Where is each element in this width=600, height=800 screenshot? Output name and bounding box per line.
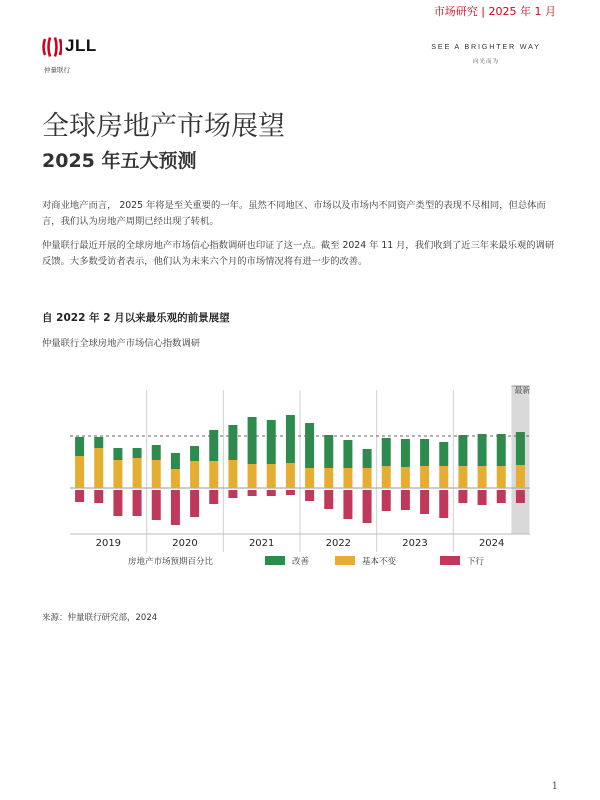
bar-improve	[248, 417, 257, 464]
intro-paragraph: 对商业地产而言， 2025 年将是至关重要的一年。虽然不同地区、市场以及市场内不同资产类型的表现不尽相同，但总体而言，我们认为房地产周期已经出现了转机。	[42, 200, 546, 227]
bar-decline	[248, 490, 257, 496]
bar-improve	[286, 415, 295, 463]
chart-heading: 自 2022 年 2 月以来最乐观的前景展望	[42, 312, 230, 324]
bar-decline	[267, 490, 276, 496]
bar-improve	[458, 435, 467, 466]
bar-flat	[113, 460, 122, 488]
bar-improve	[497, 434, 506, 466]
survey-paragraph: 仲量联行最近开展的全球房地产市场信心指数调研也印证了这一点。截至 2024 年 11 月，我们收到了近三年来最乐观的调研反馈。大多数受访者表示，他们认为未来六个月的市场情况将有进一步的改善。	[42, 240, 555, 267]
bar-decline	[94, 490, 103, 503]
document-subtitle: 2025 年五大预测	[42, 150, 197, 172]
bar-decline	[152, 490, 161, 520]
legend-swatch	[335, 556, 355, 565]
bar-decline	[324, 490, 333, 509]
bar-decline	[458, 490, 467, 503]
bar-improve	[382, 438, 391, 466]
bar-flat	[209, 461, 218, 488]
document-title: 全球房地产市场展望	[42, 111, 285, 142]
legend-swatch	[440, 556, 460, 565]
bar-decline	[305, 490, 314, 501]
bar-decline	[171, 490, 180, 525]
bar-improve	[152, 445, 161, 460]
bar-decline	[75, 490, 84, 502]
bar-decline	[439, 490, 448, 518]
legend-swatch	[265, 556, 285, 565]
bar-improve	[343, 440, 352, 468]
bar-flat	[305, 468, 314, 488]
bar-flat	[94, 448, 103, 488]
bar-flat	[401, 467, 410, 488]
legend-label: 下行	[467, 557, 485, 567]
report-tag: 市场研究 | 2025 年 1 月	[433, 5, 556, 18]
bar-improve	[94, 437, 103, 448]
page-number: 1	[551, 781, 558, 792]
year-label: 2021	[248, 538, 275, 549]
bar-flat	[343, 468, 352, 488]
source-note: 来源：仲量联行研究部，2024	[42, 613, 158, 623]
bar-flat	[363, 468, 372, 488]
legend-lead: 房地产市场预期百分比	[128, 557, 214, 567]
bar-decline	[516, 490, 525, 503]
year-label: 2024	[478, 538, 505, 549]
year-label: 2020	[172, 538, 198, 549]
bar-decline	[133, 490, 142, 516]
logo-subtitle: 仲量联行	[44, 66, 70, 74]
bar-flat	[228, 460, 237, 488]
bar-flat	[439, 466, 448, 488]
sentiment-chart	[60, 384, 540, 572]
bar-flat	[133, 458, 142, 488]
bar-decline	[363, 490, 372, 523]
bar-flat	[497, 466, 506, 488]
bar-decline	[228, 490, 237, 498]
bar-decline	[382, 490, 391, 511]
year-label: 2022	[325, 538, 352, 549]
bar-improve	[228, 425, 237, 460]
year-label: 2019	[95, 538, 122, 549]
logo-text: JLL	[65, 36, 97, 55]
sentiment-chart-svg	[60, 384, 540, 572]
tagline	[416, 42, 556, 65]
bar-improve	[209, 430, 218, 461]
bar-improve	[516, 432, 525, 465]
bar-decline	[420, 490, 429, 514]
bar-decline	[343, 490, 352, 519]
tagline-cn: 向光而为	[472, 59, 499, 65]
legend-label: 改善	[292, 557, 310, 567]
bar-flat	[248, 464, 257, 488]
jll-logo-icon	[42, 36, 62, 58]
bar-decline	[478, 490, 487, 505]
bar-decline	[286, 490, 295, 495]
tagline-en: SEE A BRIGHTER WAY	[431, 42, 541, 51]
bar-improve	[133, 448, 142, 458]
bar-improve	[190, 446, 199, 461]
bar-improve	[478, 434, 487, 466]
bar-decline	[497, 490, 506, 503]
legend-label: 基本不变	[362, 557, 397, 567]
bar-improve	[401, 439, 410, 467]
bar-flat	[382, 466, 391, 488]
bar-decline	[190, 490, 199, 517]
latest-label: 最新	[514, 386, 531, 395]
jll-logo	[42, 36, 112, 80]
bar-flat	[190, 461, 199, 488]
bar-flat	[420, 466, 429, 488]
bar-improve	[113, 448, 122, 460]
year-label: 2023	[402, 538, 428, 549]
bar-improve	[75, 437, 84, 456]
bar-flat	[324, 468, 333, 488]
bar-decline	[113, 490, 122, 516]
bar-improve	[267, 420, 276, 464]
bar-flat	[286, 463, 295, 488]
bar-improve	[420, 439, 429, 466]
chart-subheading: 仲量联行全球房地产市场信心指数调研	[42, 338, 201, 349]
bar-flat	[516, 465, 525, 488]
bar-flat	[171, 469, 180, 488]
bar-improve	[305, 423, 314, 468]
bar-improve	[439, 442, 448, 466]
bar-flat	[267, 464, 276, 488]
bar-decline	[209, 490, 218, 504]
bar-improve	[171, 453, 180, 469]
bar-decline	[401, 490, 410, 510]
bar-improve	[363, 449, 372, 468]
bar-flat	[152, 460, 161, 488]
bar-flat	[458, 466, 467, 488]
bar-flat	[75, 456, 84, 488]
bar-improve	[324, 435, 333, 468]
bar-flat	[478, 466, 487, 488]
